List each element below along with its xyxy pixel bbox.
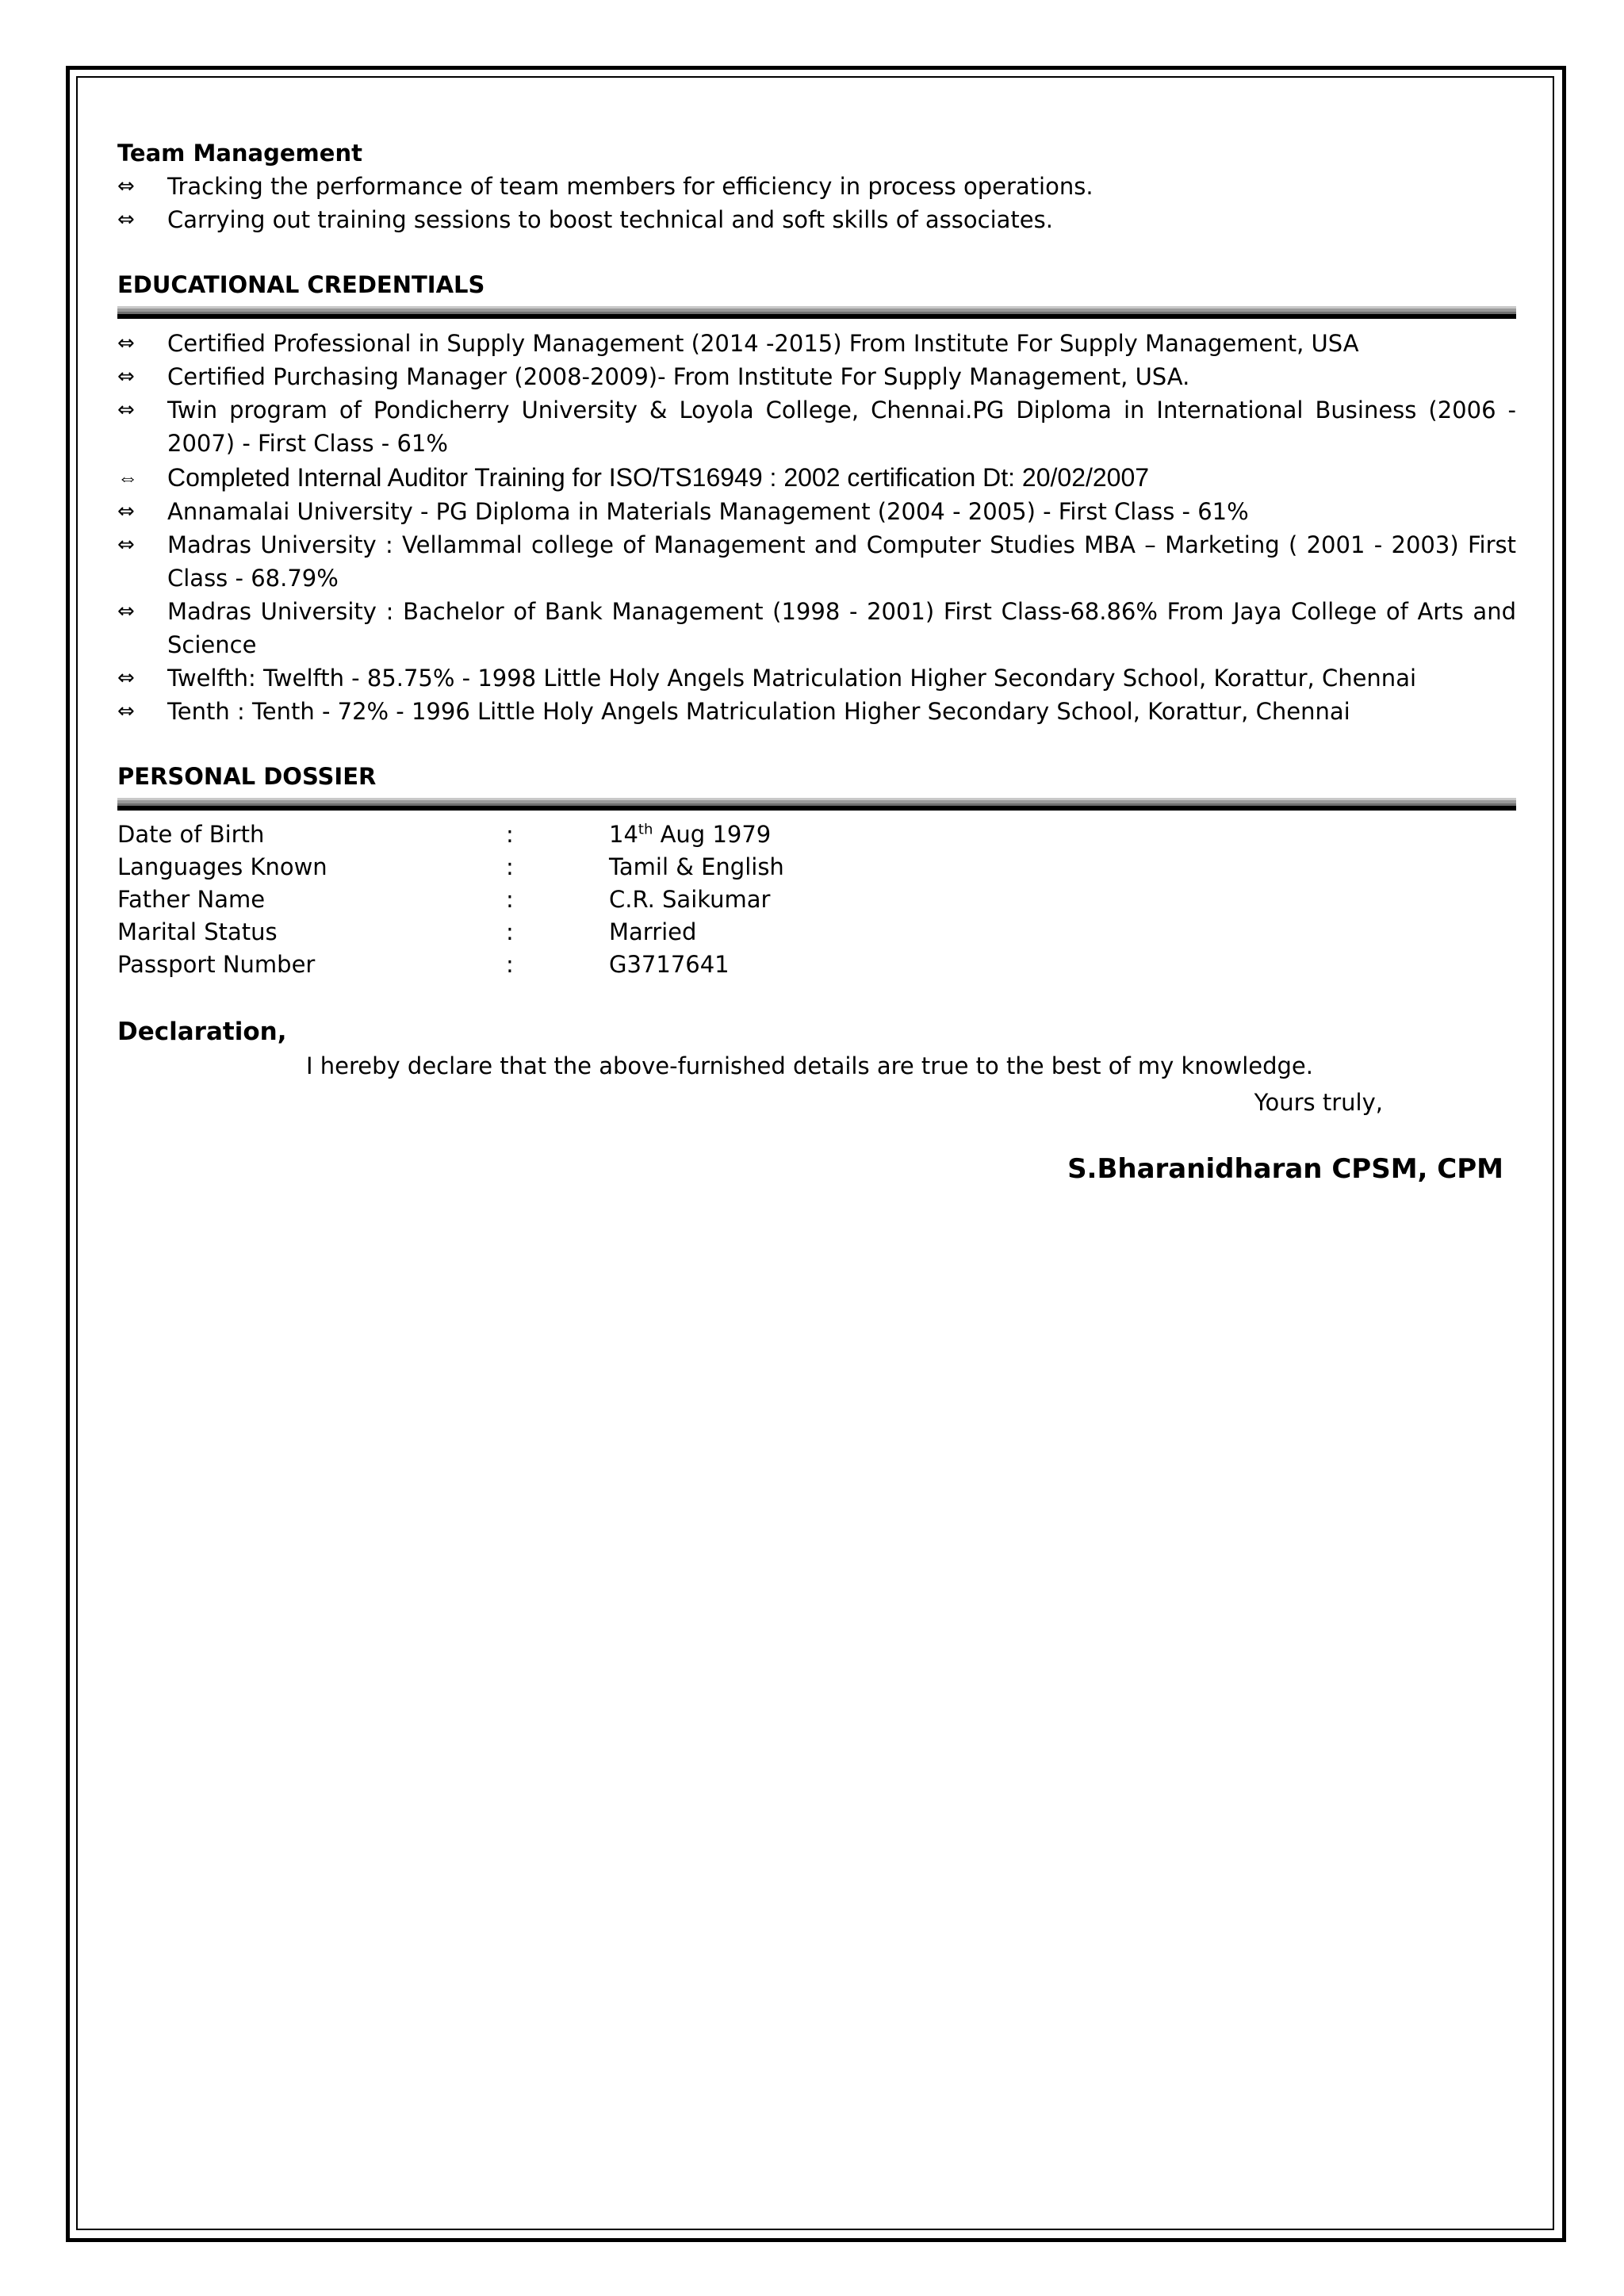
dob-day: 14 — [609, 821, 638, 848]
declaration-heading: Declaration, — [117, 1018, 287, 1046]
separator-colon: : — [506, 853, 514, 880]
dob-value — [609, 818, 1085, 851]
double-arrow-icon: ⇔ — [117, 533, 135, 557]
list-item-text: Completed Internal Auditor Training for ISO/TS16949 : 2002 certification Dt: 20/02/2007 — [167, 463, 1150, 492]
separator-colon: : — [506, 886, 514, 913]
double-arrow-icon: ⇔ — [117, 600, 135, 623]
list-item-text: Twin program of Pondicherry University & Loyola College, Chennai.PG Diploma in International Business (2006 - 2007) - First Class - 61% — [167, 397, 1516, 457]
list-item-text: Certified Purchasing Manager (2008-2009)- From Institute For Supply Management, USA. — [167, 363, 1190, 390]
table-row — [117, 949, 1085, 981]
list-item — [117, 495, 1516, 528]
table-row — [117, 916, 1085, 949]
education-section — [117, 268, 1516, 728]
personal-dossier-section — [117, 760, 1516, 981]
languages-value: Tamil & English — [609, 853, 784, 880]
double-arrow-icon: ⇔ — [117, 365, 135, 389]
list-item-text: Madras University : Vellammal college of Management and Computer Studies MBA – Marketing ( 2001 - 2003) First Class - 68.79% — [167, 531, 1516, 592]
double-arrow-icon: ⇔ — [117, 332, 135, 355]
list-item-text: Certified Professional in Supply Management (2014 -2015) From Institute For Supply Management, USA — [167, 330, 1359, 357]
separator-colon: : — [506, 821, 514, 848]
marital-status-label: Marital Status — [117, 918, 278, 945]
table-row — [117, 851, 1085, 884]
education-list — [117, 327, 1516, 728]
passport-value: G3717641 — [609, 951, 730, 978]
section-divider — [117, 306, 1516, 319]
double-arrow-icon: ⇔ — [117, 174, 135, 198]
passport-label: Passport Number — [117, 951, 316, 978]
list-item-text: Tenth : Tenth - 72% - 1996 Little Holy Angels Matriculation Higher Secondary School, Korattur, Chennai — [167, 698, 1350, 725]
signature-name: S.Bharanidharan CPSM, CPM — [1067, 1153, 1503, 1185]
list-item-text: Twelfth: Twelfth - 85.75% - 1998 Little Holy Angels Matriculation Higher Secondary School, Korattur, Chennai — [167, 665, 1417, 692]
list-item — [117, 360, 1516, 393]
personal-details-table — [117, 818, 1085, 981]
list-item — [117, 327, 1516, 360]
double-arrow-icon: ⇔ — [117, 398, 135, 422]
declaration-section — [117, 1014, 1516, 1186]
list-item — [117, 203, 1516, 236]
separator-colon: : — [506, 918, 514, 945]
languages-label: Languages Known — [117, 853, 327, 880]
marital-status-value: Married — [609, 918, 697, 945]
declaration-text: I hereby declare that the above-furnished details are true to the best of my knowledge. — [306, 1052, 1313, 1079]
team-management-section — [117, 136, 1516, 236]
double-arrow-icon: ⇔ — [117, 666, 135, 690]
education-heading: EDUCATIONAL CREDENTIALS — [117, 271, 485, 298]
double-arrow-icon: ⇔ — [117, 208, 135, 232]
team-management-heading: Team Management — [117, 140, 362, 167]
list-item-text: Carrying out training sessions to boost technical and soft skills of associates. — [167, 206, 1053, 233]
list-item — [117, 528, 1516, 595]
double-arrow-icon: ⇔ — [117, 466, 138, 489]
dob-label: Date of Birth — [117, 821, 265, 848]
list-item — [117, 695, 1516, 728]
list-item — [117, 595, 1516, 661]
double-arrow-icon: ⇔ — [117, 700, 135, 723]
list-item-text: Annamalai University - PG Diploma in Materials Management (2004 - 2005) - First Class - 61% — [167, 498, 1249, 525]
dob-day-suffix: th — [638, 821, 653, 838]
section-divider — [117, 798, 1516, 811]
resume-page — [117, 136, 1516, 1186]
list-item — [117, 170, 1516, 203]
list-item — [117, 661, 1516, 695]
closing-text: Yours truly, — [1254, 1089, 1383, 1116]
father-name-value: C.R. Saikumar — [609, 886, 771, 913]
personal-dossier-heading: PERSONAL DOSSIER — [117, 763, 377, 790]
dob-month-year: Aug 1979 — [653, 821, 772, 848]
list-item — [117, 460, 1516, 495]
separator-colon: : — [506, 951, 514, 978]
list-item-text: Madras University : Bachelor of Bank Management (1998 - 2001) First Class-68.86% From Jaya College of Arts and Science — [167, 598, 1516, 658]
list-item-text: Tracking the performance of team members for efficiency in process operations. — [167, 173, 1094, 200]
table-row — [117, 884, 1085, 916]
double-arrow-icon: ⇔ — [117, 500, 135, 523]
table-row — [117, 818, 1085, 851]
father-name-label: Father Name — [117, 886, 266, 913]
list-item — [117, 393, 1516, 460]
team-management-list — [117, 170, 1516, 236]
